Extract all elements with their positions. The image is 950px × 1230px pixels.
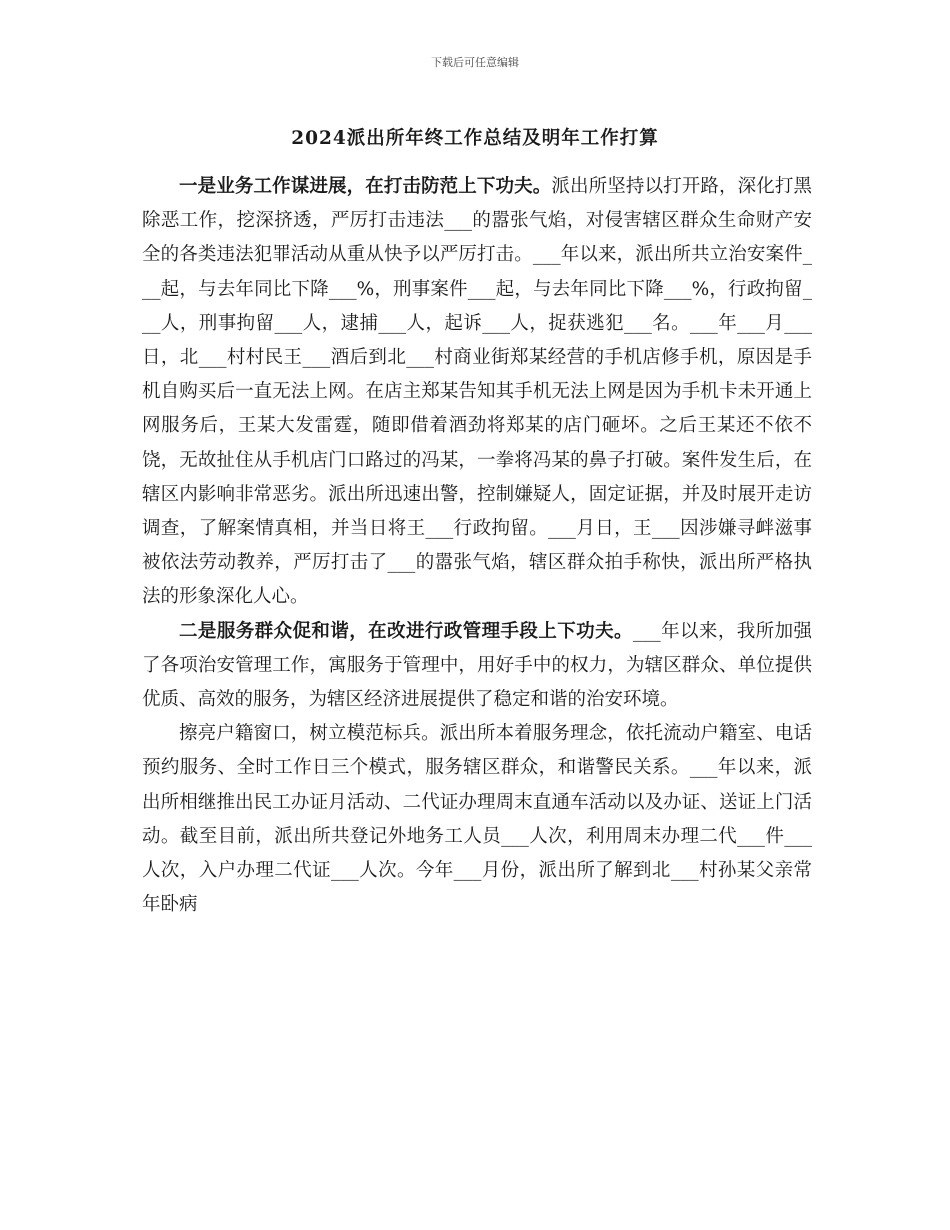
paragraph-2-text: ___年以来，我所加强了各项治安管理工作，寓服务于管理中，用好手中的权力，为辖区群众、单位提供优质、高效的服务，为辖区经济进展提供了稳定和谐的治安环境。 xyxy=(142,620,812,711)
paragraph-1-lead: 一是业务工作谋进展，在打击防范上下功夫。 xyxy=(179,176,552,197)
paragraph-2-lead: 二是服务群众促和谐，在改进行政管理手段上下功夫。 xyxy=(179,620,633,642)
document-title: 2024派出所年终工作总结及明年工作打算 xyxy=(291,128,659,149)
document-body xyxy=(142,170,812,922)
header-note: 下载后可任意编辑 xyxy=(431,56,519,69)
paragraph-2 xyxy=(142,615,812,718)
paragraph-3-text: 擦亮户籍窗口，树立模范标兵。派出所本着服务理念，依托流动户籍室、电话预约服务、全时工作日三个模式，服务辖区群众，和谐警民关系。___年以来，派出所相继推出民工办证月活动、二代证办理周末直通车活动以及办证、送证上门活动。截至目前，派出所共登记外地务工人员___人次，利用周末办理二代___件___人次，入户办理二代证___人次。今年___月份，派出所了解到北___村孙某父亲常年卧病 xyxy=(142,723,812,916)
paragraph-3 xyxy=(142,717,812,922)
paragraph-1-text: 派出所坚持以打开路，深化打黑除恶工作，挖深挤透，严厉打击违法___的嚣张气焰，对侵害辖区群众生命财产安全的各类违法犯罪活动从重从快予以严厉打击。___年以来，派出所共立治安案件___起，与去年同比下降___%，刑事案件___起，与去年同比下降___%，行政拘留___人，刑事拘留___人，逮捕___人，起诉___人，捉获逃犯___名。___年___月___日，北___村村民王___酒后到北___村商业街郑某经营的手机店修手机，原因是手机自购买后一直无法上网。在店主郑某告知其手机无法上网是因为手机卡未开通上网服务后，王某大发雷霆，随即借着酒劲将郑某的店门砸坏。之后王某还不依不饶，无故扯住从手机店门口路过的冯某，一拳将冯某的鼻子打破。案件发生后，在辖区内影响非常恶劣。派出所迅速出警，控制嫌疑人，固定证据，并及时展开走访调查，了解案情真相，并当日将王___行政拘留。___月日，王___因涉嫌寻衅滋事被依法劳动教养，严厉打击了___的嚣张气焰，辖区群众拍手称快，派出所严格执法的形象深化人心。 xyxy=(142,176,812,608)
paragraph-1 xyxy=(142,170,812,615)
